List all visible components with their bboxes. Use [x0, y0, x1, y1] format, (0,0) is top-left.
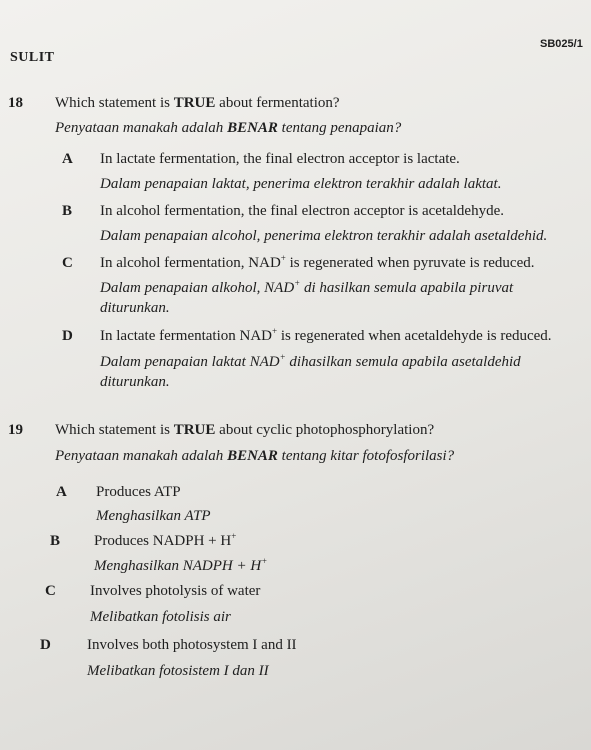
- option-text-ms: Dalam penapaian laktat NAD+ dihasilkan semula apabila asetaldehid: [100, 352, 521, 370]
- option-text-ms: Menghasilkan NADPH + H+: [94, 556, 268, 574]
- option-text-en: In lactate fermentation NAD+ is regenerated when acetaldehyde is reduced.: [100, 326, 552, 344]
- question-stem-ms: Penyataan manakah adalah BENAR tentang penapaian?: [55, 120, 402, 136]
- option-letter: C: [62, 255, 73, 271]
- header-sulit: SULIT: [10, 50, 55, 65]
- question-stem-en: Which statement is TRUE about fermentation?: [55, 95, 340, 111]
- option-text-en: In alcohol fermentation, the final electron acceptor is acetaldehyde.: [100, 203, 504, 219]
- option-letter: C: [45, 583, 56, 599]
- question-stem-en: Which statement is TRUE about cyclic photophosphorylation?: [55, 422, 435, 438]
- option-letter: D: [40, 637, 51, 653]
- option-text-ms: Menghasilkan ATP: [96, 508, 211, 524]
- option-letter: B: [50, 533, 61, 549]
- option-text-en: In lactate fermentation, the final electron acceptor is lactate.: [100, 151, 460, 167]
- option-text-en: Involves photolysis of water: [90, 583, 261, 599]
- option-text-ms-continued: diturunkan.: [100, 300, 170, 316]
- option-text-ms: Melibatkan fotosistem I dan II: [87, 663, 269, 679]
- option-letter: B: [62, 203, 73, 219]
- question-stem-ms: Penyataan manakah adalah BENAR tentang kitar fotofosforilasi?: [55, 448, 455, 464]
- option-text-en: In alcohol fermentation, NAD+ is regenerated when pyruvate is reduced.: [100, 253, 535, 271]
- option-letter: A: [62, 151, 73, 167]
- option-text-en: Produces NADPH + H+: [94, 531, 237, 549]
- option-text-ms: Dalam penapaian alcohol, penerima elektron terakhir adalah asetaldehid.: [100, 228, 548, 244]
- option-text-ms: Dalam penapaian alkohol, NAD+ di hasilkan semula apabila piruvat: [100, 278, 514, 296]
- option-letter: A: [56, 484, 67, 500]
- question-number: 19: [8, 422, 23, 438]
- header-paper-code: SB025/1: [540, 38, 583, 50]
- option-text-en: Involves both photosystem I and II: [87, 637, 297, 653]
- option-text-ms: Melibatkan fotolisis air: [90, 609, 231, 625]
- option-text-ms: Dalam penapaian laktat, penerima elektron terakhir adalah laktat.: [100, 176, 502, 192]
- question-number: 18: [8, 95, 23, 111]
- option-text-ms-continued: diturunkan.: [100, 374, 170, 390]
- option-text-en: Produces ATP: [96, 484, 181, 500]
- option-letter: D: [62, 328, 73, 344]
